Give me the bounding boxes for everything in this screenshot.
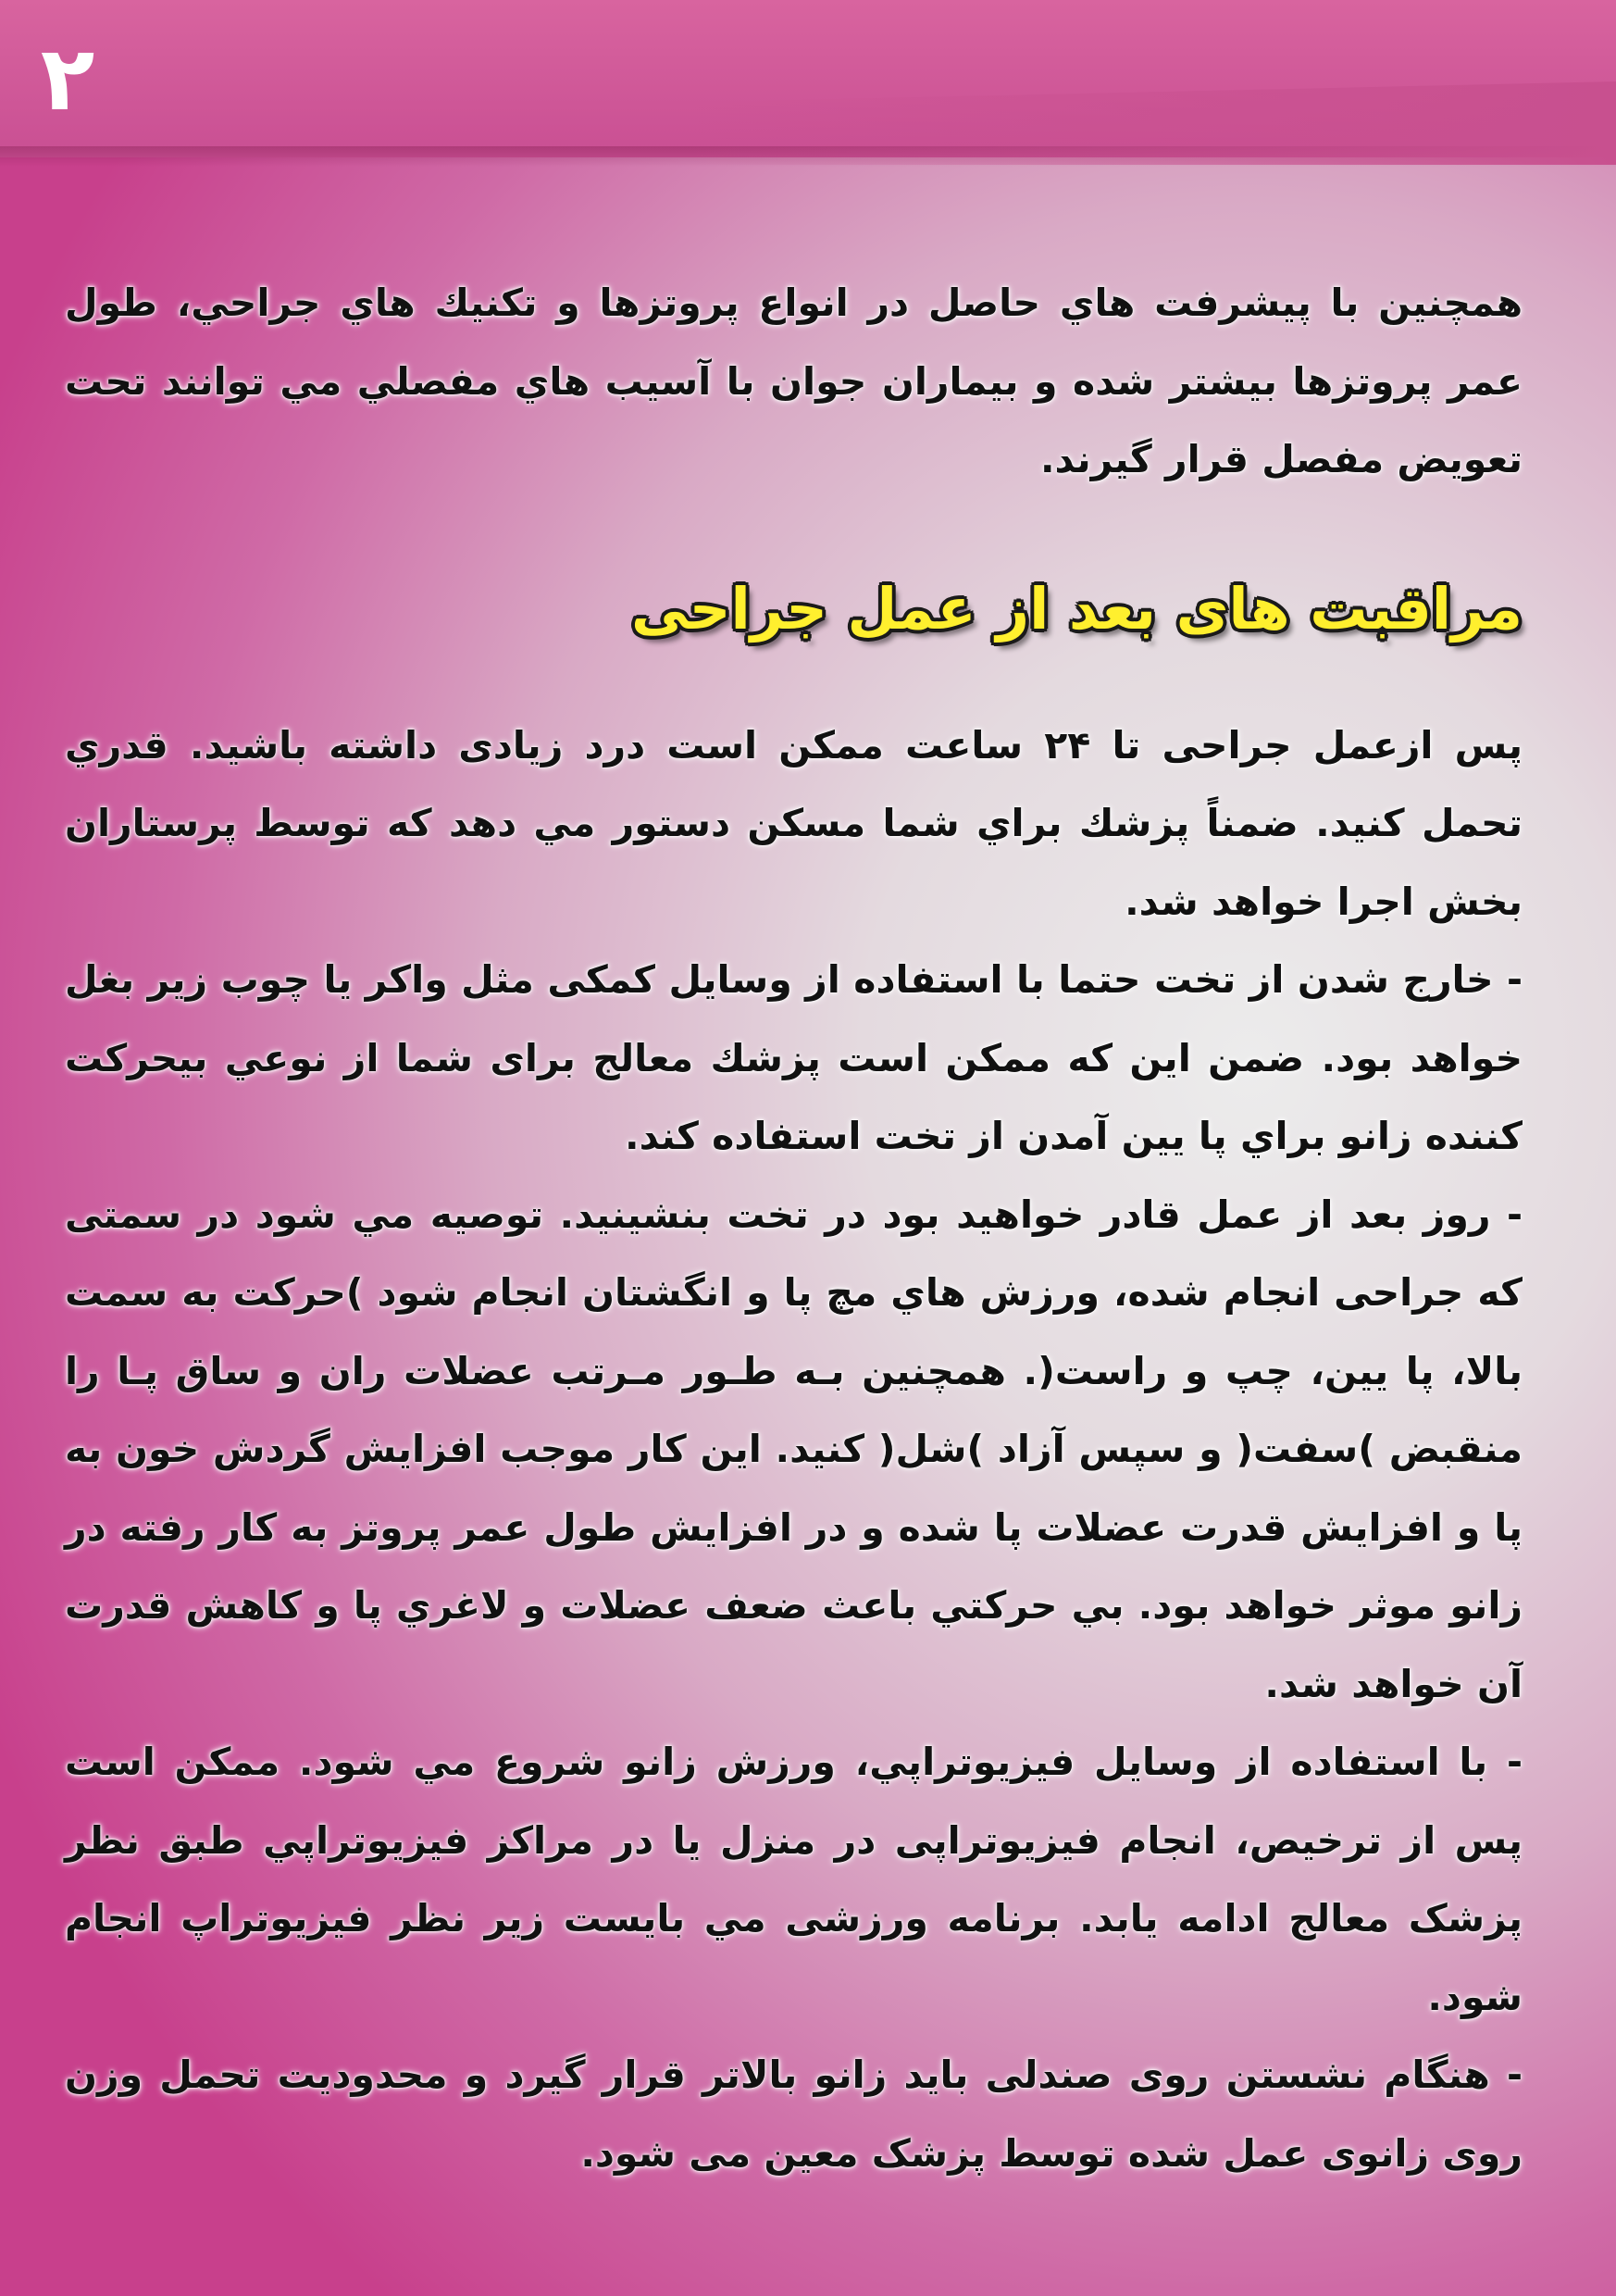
page-number: ۲: [40, 27, 95, 131]
paragraph-physiotherapy: - با استفاده از وسایل فیزیوتراپي، ورزش زانو شروع مي شود. ممكن است پس از ترخیص، انجام فیزیوتراپی در منزل یا در مراكز فیزیوتراپي طبق نظر پزشک معالج ادامه یابد. برنامه ورزشی مي بایست زیر نظر فیزیوتراپ انجام شود.: [65, 1740, 1523, 2019]
paragraph-pain: پس ازعمل جراحی تا ۲۴ ساعت ممكن است درد زیادی داشته باشید. قدري تحمل كنید. ضمناً پزشك براي شما مسكن دستور مي دهد كه توسط پرستاران بخش اجرا خواهد شد.: [65, 722, 1523, 924]
intro-paragraph: همچنين با پيشرفت هاي حاصل در انواع پروتزها و تكنيك هاي جراحي، طول عمر پروتزها بيشتر شده و بيماران جوان با آسيب هاي مفصلي مي توانند تحت تعويض مفصل قرار گيرند.: [65, 281, 1523, 481]
paragraph-exercises: - روز بعد از عمل قادر خواهید بود در تخت بنشینید. توصیه مي شود در سمتی كه جراحی انجام شده، ورزش هاي مچ پا و انگشتان انجام شود )حركت به سمت بالا، پا یین، چپ و راست(. همچنین بـه طـور مـرتب عضلات ران و ساق پـا را منقبض )سفت( و سپس آزاد )شل( كنید. این كار موجب افزایش گردش خون به پا و افزایش قدرت عضلات پا شده و در افزایش طول عمر پروتز به كار رفته در زانو موثر خواهد بود. بي حركتي باعث ضعف عضلات و لاغري پا و كاهش قدرت آن خواهد شد.: [65, 1192, 1523, 1706]
paragraph-getting-out-of-bed: - خارج شدن از تخت حتما با استفاده از وسایل كمكی مثل واكر یا چوب زیر بغل خواهد بود. ضمن این كه ممكن است پزشك معالج برای شما از نوعي بیحركت كننده زانو براي پا یین آمدن از تخت استفاده كند.: [65, 957, 1523, 1158]
paragraph-sitting: - هنگام نشستن روی صندلی باید زانو بالاتر قرار گیرد و محدودیت تحمل وزن روی زانوی عمل شده توسط پزشک معین می شود.: [65, 2053, 1523, 2176]
page-content: [65, 264, 1523, 2192]
section-title: مراقبت های بعد از عمل جراحی: [631, 574, 1523, 643]
